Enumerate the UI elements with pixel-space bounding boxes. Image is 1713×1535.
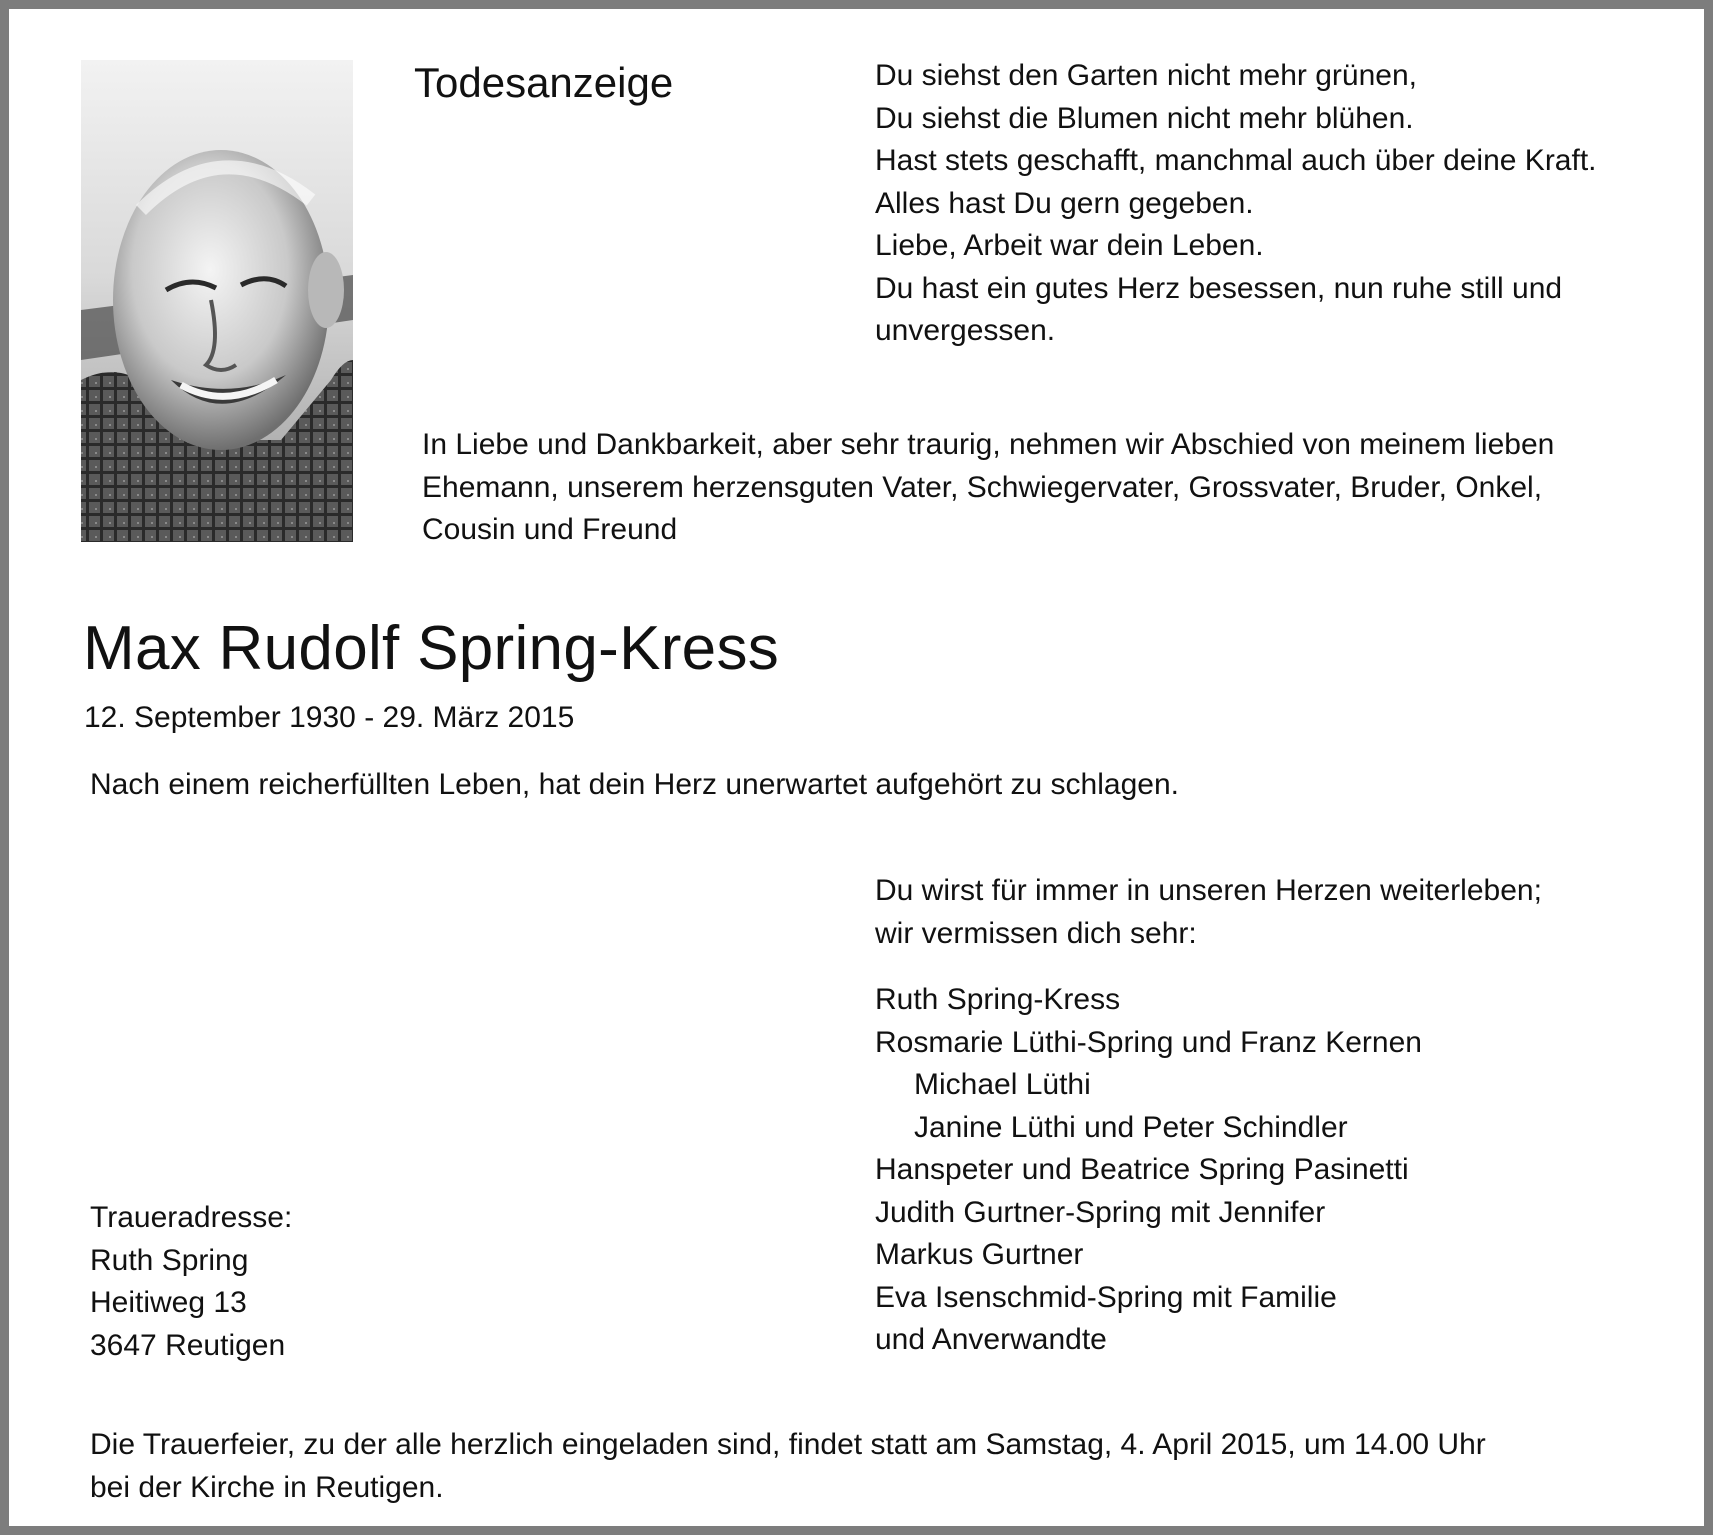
- service-line: Die Trauerfeier, zu der alle herzlich eingeladen sind, findet statt am Samstag, 4. April 2015, um 14.00 Uhr: [90, 1428, 1486, 1461]
- mourner: Janine Lüthi und Peter Schindler: [914, 1110, 1348, 1144]
- service-line: bei der Kirche in Reutigen.: [90, 1470, 444, 1504]
- address-city: 3647 Reutigen: [90, 1328, 286, 1362]
- portrait-image: [81, 60, 353, 542]
- poem-line: Du siehst den Garten nicht mehr grünen,: [875, 59, 1417, 92]
- funeral-service-info: [90, 1424, 1486, 1509]
- farewell-text: Nach einem reicherfüllten Leben, hat dein Herz unerwartet aufgehört zu schlagen.: [90, 768, 1179, 801]
- mourner: Eva Isenschmid-Spring mit Familie: [875, 1280, 1337, 1314]
- address-name: Ruth Spring: [90, 1243, 249, 1277]
- mourning-address: [90, 1197, 292, 1367]
- address-label: Traueradresse:: [90, 1201, 293, 1234]
- portrait-photo: [81, 60, 353, 542]
- intro-line: In Liebe und Dankbarkeit, aber sehr traurig, nehmen wir Abschied von meinem lieben: [422, 428, 1555, 461]
- address-street: Heitiweg 13: [90, 1286, 247, 1319]
- poem-line: Liebe, Arbeit war dein Leben.: [875, 229, 1264, 262]
- mourner: Michael Lüthi: [914, 1068, 1091, 1101]
- poem: [875, 55, 1597, 353]
- poem-line: Du hast ein gutes Herz besessen, nun ruhe still und: [875, 271, 1563, 305]
- deceased-name: Max Rudolf Spring-Kress: [83, 614, 780, 683]
- mourners-list: [875, 979, 1422, 1362]
- mourner: Rosmarie Lüthi-Spring und Franz Kernen: [875, 1025, 1422, 1059]
- closing-text: [875, 870, 1542, 955]
- intro-line: Ehemann, unserem herzensguten Vater, Schwiegervater, Grossvater, Bruder, Onkel,: [422, 470, 1543, 504]
- intro-line: Cousin und Freund: [422, 513, 678, 546]
- mourner: Ruth Spring-Kress: [875, 983, 1121, 1016]
- mourner: Markus Gurtner: [875, 1238, 1084, 1271]
- intro-text: [422, 424, 1554, 552]
- mourner: und Anverwandte: [875, 1323, 1107, 1356]
- poem-line: Du siehst die Blumen nicht mehr blühen.: [875, 101, 1414, 135]
- page-title: Todesanzeige: [414, 59, 674, 106]
- poem-line: Alles hast Du gern gegeben.: [875, 186, 1254, 220]
- closing-line: wir vermissen dich sehr:: [875, 916, 1197, 950]
- mourner: Judith Gurtner-Spring mit Jennifer: [875, 1195, 1326, 1229]
- closing-line: Du wirst für immer in unseren Herzen weiterleben;: [875, 874, 1542, 907]
- mourner: Hanspeter und Beatrice Spring Pasinetti: [875, 1153, 1409, 1186]
- poem-line: unvergessen.: [875, 314, 1056, 347]
- life-dates: 12. September 1930 - 29. März 2015: [84, 701, 575, 734]
- poem-line: Hast stets geschafft, manchmal auch über deine Kraft.: [875, 144, 1597, 177]
